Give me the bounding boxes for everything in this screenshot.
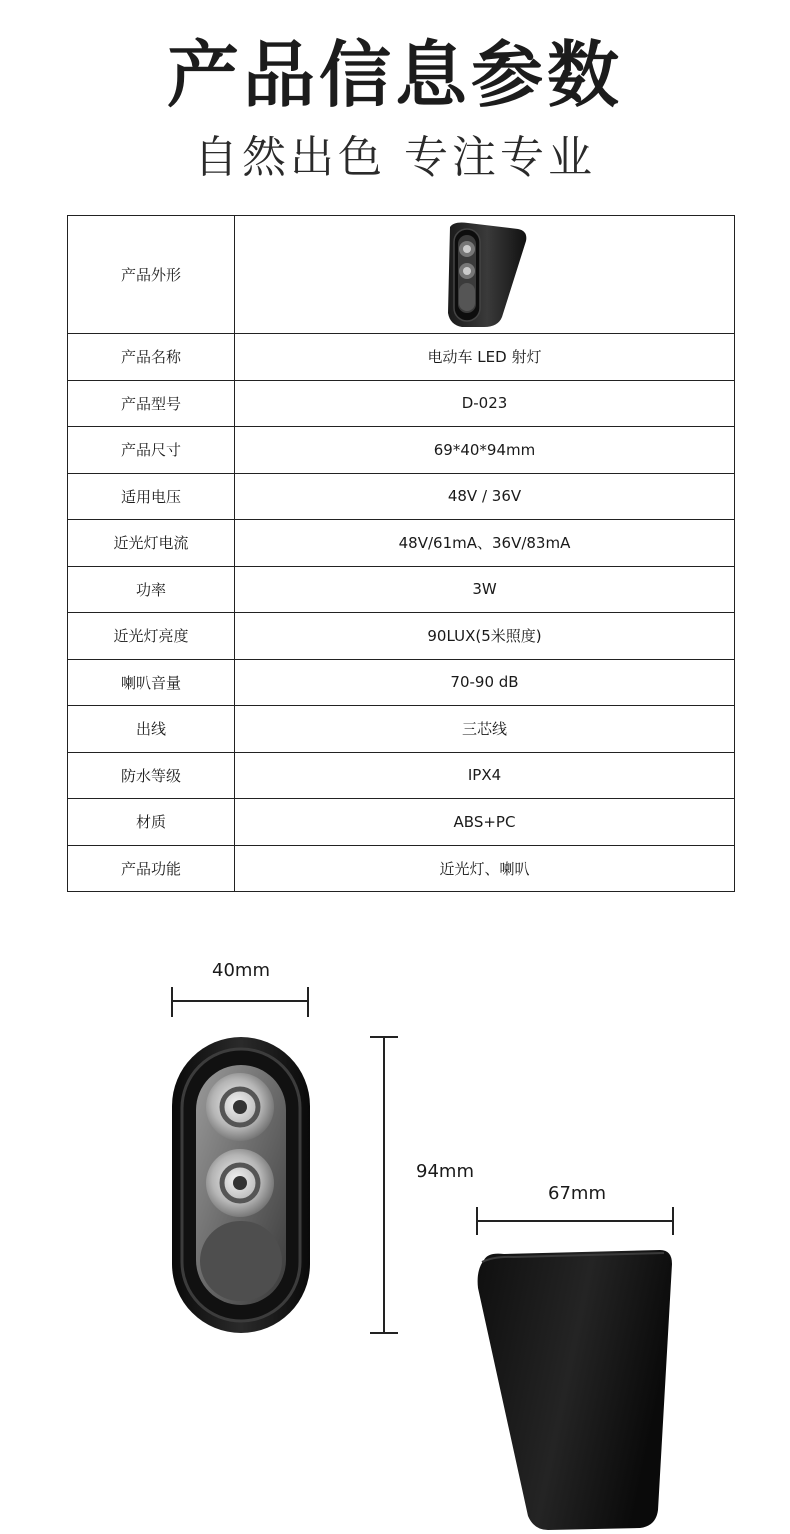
row-label: 功率 — [68, 566, 235, 613]
table-row — [68, 334, 735, 381]
table-row — [68, 520, 735, 567]
row-value: 近光灯、喇叭 — [235, 845, 735, 892]
width-dimension-label: 40mm — [212, 960, 270, 981]
table-row — [68, 216, 735, 334]
page-subtitle: 自然出色 专注专业 — [194, 132, 596, 183]
table-row — [68, 473, 735, 520]
table-row — [68, 427, 735, 474]
row-label: 出线 — [68, 706, 235, 753]
row-label: 近光灯电流 — [68, 520, 235, 567]
depth-dimension-label: 67mm — [548, 1183, 606, 1204]
table-row — [68, 706, 735, 753]
row-value: 48V / 36V — [235, 473, 735, 520]
row-value: 三芯线 — [235, 706, 735, 753]
height-dimension-label: 94mm — [416, 1161, 474, 1182]
table-row — [68, 799, 735, 846]
row-label: 防水等级 — [68, 752, 235, 799]
table-row — [68, 380, 735, 427]
product-thumbnail-cell — [235, 216, 735, 334]
table-row — [68, 613, 735, 660]
depth-dimension-line — [472, 1205, 678, 1237]
row-value: ABS+PC — [235, 799, 735, 846]
row-label: 产品名称 — [68, 334, 235, 381]
row-value: IPX4 — [235, 752, 735, 799]
height-dimension-line — [366, 1033, 406, 1338]
product-thumbnail-image — [440, 219, 530, 331]
row-label: 材质 — [68, 799, 235, 846]
product-side-view-image — [474, 1248, 676, 1534]
row-value: 90LUX(5米照度) — [235, 613, 735, 660]
row-label: 产品型号 — [68, 380, 235, 427]
row-value: 70-90 dB — [235, 659, 735, 706]
row-label: 适用电压 — [68, 473, 235, 520]
parameter-table — [67, 215, 735, 892]
row-value: D-023 — [235, 380, 735, 427]
table-row — [68, 752, 735, 799]
table-row — [68, 845, 735, 892]
row-value: 3W — [235, 566, 735, 613]
page-title: 产品信息参数 — [166, 33, 623, 117]
row-label: 产品外形 — [68, 216, 235, 334]
row-label: 近光灯亮度 — [68, 613, 235, 660]
row-value: 电动车 LED 射灯 — [235, 334, 735, 381]
row-value: 69*40*94mm — [235, 427, 735, 474]
row-label: 喇叭音量 — [68, 659, 235, 706]
width-dimension-line — [165, 985, 315, 1020]
product-front-view-image — [170, 1035, 312, 1335]
row-label: 产品功能 — [68, 845, 235, 892]
row-value: 48V/61mA、36V/83mA — [235, 520, 735, 567]
table-row — [68, 659, 735, 706]
table-row — [68, 566, 735, 613]
row-label: 产品尺寸 — [68, 427, 235, 474]
